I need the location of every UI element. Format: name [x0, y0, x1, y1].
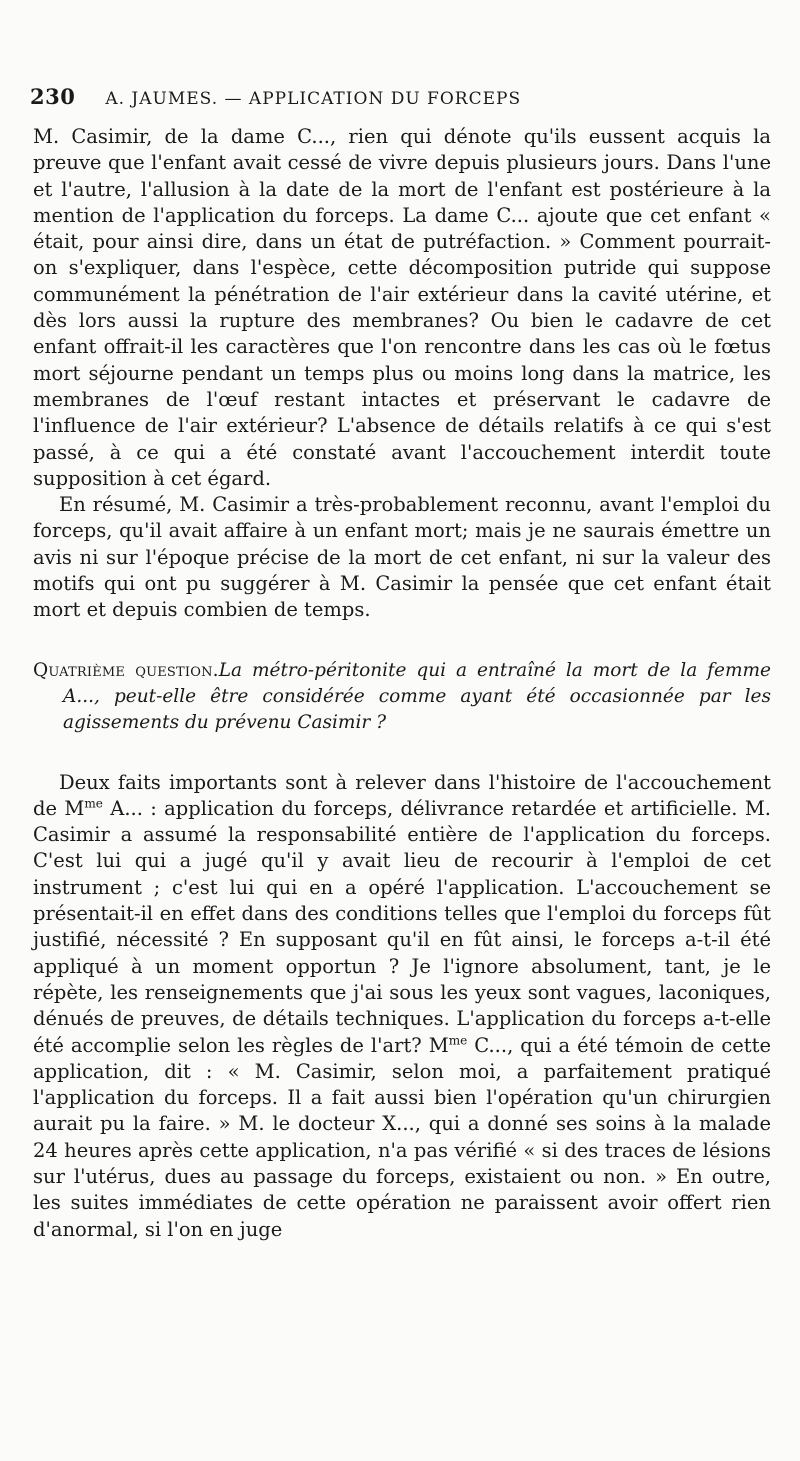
paragraph-discussion-part3: C..., qui a été témoin de cette application, dit : « M. Casimir, selon moi, a parfaitement pratiqué l'application du forceps. Il a fait aussi bien l'opération qu'un chirurgien aurait pu la faire. » M. le docteur X..., qui a donné ses soins à la malade 24 heures après cette application, n'a pas vérifié « si des traces de lésions sur l'utérus, dues au passage du forceps, existaient ou non. » En outre, les suites immédiates de cette opération ne paraissent avoir offert rien d'anormal, si l'on en juge — [33, 1033, 771, 1241]
superscript-me-2: me — [448, 1033, 468, 1047]
body-text — [33, 124, 771, 1243]
paragraph-discussion-part2: A... : application du forceps, délivrance retardée et artificielle. M. Casimir a assumé la responsabilité entière de l'application du forceps. C'est lui qui a jugé qu'il y avait lieu de recourir à l'emploi de cet instrument ; c'est lui qui en a opéré l'application. L'accouchement se présentait-il en effet dans des conditions telles que l'emploi du forceps fût justifié, nécessité ? En supposant qu'il en fût ainsi, le forceps a-t-il été appliqué à un moment opportun ? Je l'ignore absolument, tant, je le répète, les renseignements que j'ai sous les yeux sont vagues, laconiques, dénués de preuves, de détails techniques. L'application du forceps a-t-elle été accomplie selon les règles de l'art? M — [33, 796, 771, 1057]
paragraph-discussion-part1: Deux faits importants sont à relever dans l'histoire de l'accouchement de M — [33, 770, 771, 820]
question-label: Quatrième question. — [33, 659, 219, 681]
superscript-me-1: me — [84, 796, 103, 811]
question-text: La métro-péritonite qui a entraîné la mort de la femme A..., peut-elle être considérée comme ayant été occasionnée par les agissements du prévenu Casimir ? — [63, 659, 772, 734]
page-number: 230 — [30, 84, 76, 109]
section-gap — [33, 737, 771, 770]
paragraph-continued: M. Casimir, de la dame C..., rien qui dénote qu'ils eussent acquis la preuve que l'enfant avait cessé de vivre depuis plusieurs jours. Dans l'une et l'autre, l'allusion à la date de la mort de l'enfant est postérieure à la mention de l'application du forceps. La dame C... ajoute que cet enfant « était, pour ainsi dire, dans un état de putréfaction. » Comment pourrait-on s'expliquer, dans l'espèce, cette décomposition putride qui suppose communément la pénétration de l'air extérieur dans la cavité utérine, et dès lors aussi la rupture des membranes? Ou bien le cadavre de cet enfant offrait-il les caractères que l'on rencontre dans les cas où le fœtus mort séjourne pendant un temps plus ou moins long dans la matrice, les membranes de l'œuf restant intactes et préservant le cadavre de l'influence de l'air extérieur? L'absence de détails relatifs à ce qui s'est passé, à ce qui a été constaté avant l'accouchement interdit toute supposition à cet égard. — [33, 125, 771, 490]
running-head: A. JAUMES. — APPLICATION DU FORCEPS — [105, 89, 522, 109]
paragraph-summary: En résumé, M. Casimir a très-probablement reconnu, avant l'emploi du forceps, qu'il avait affaire à un enfant mort; mais je ne saurais émettre un avis ni sur l'époque précise de la mort de cet enfant, ni sur la valeur des motifs qui ont pu suggérer à M. Casimir la pensée que cet enfant était mort et depuis combien de temps. — [33, 493, 771, 622]
paragraph-discussion — [33, 770, 771, 1243]
question-heading — [33, 658, 771, 737]
page-header — [30, 84, 770, 114]
